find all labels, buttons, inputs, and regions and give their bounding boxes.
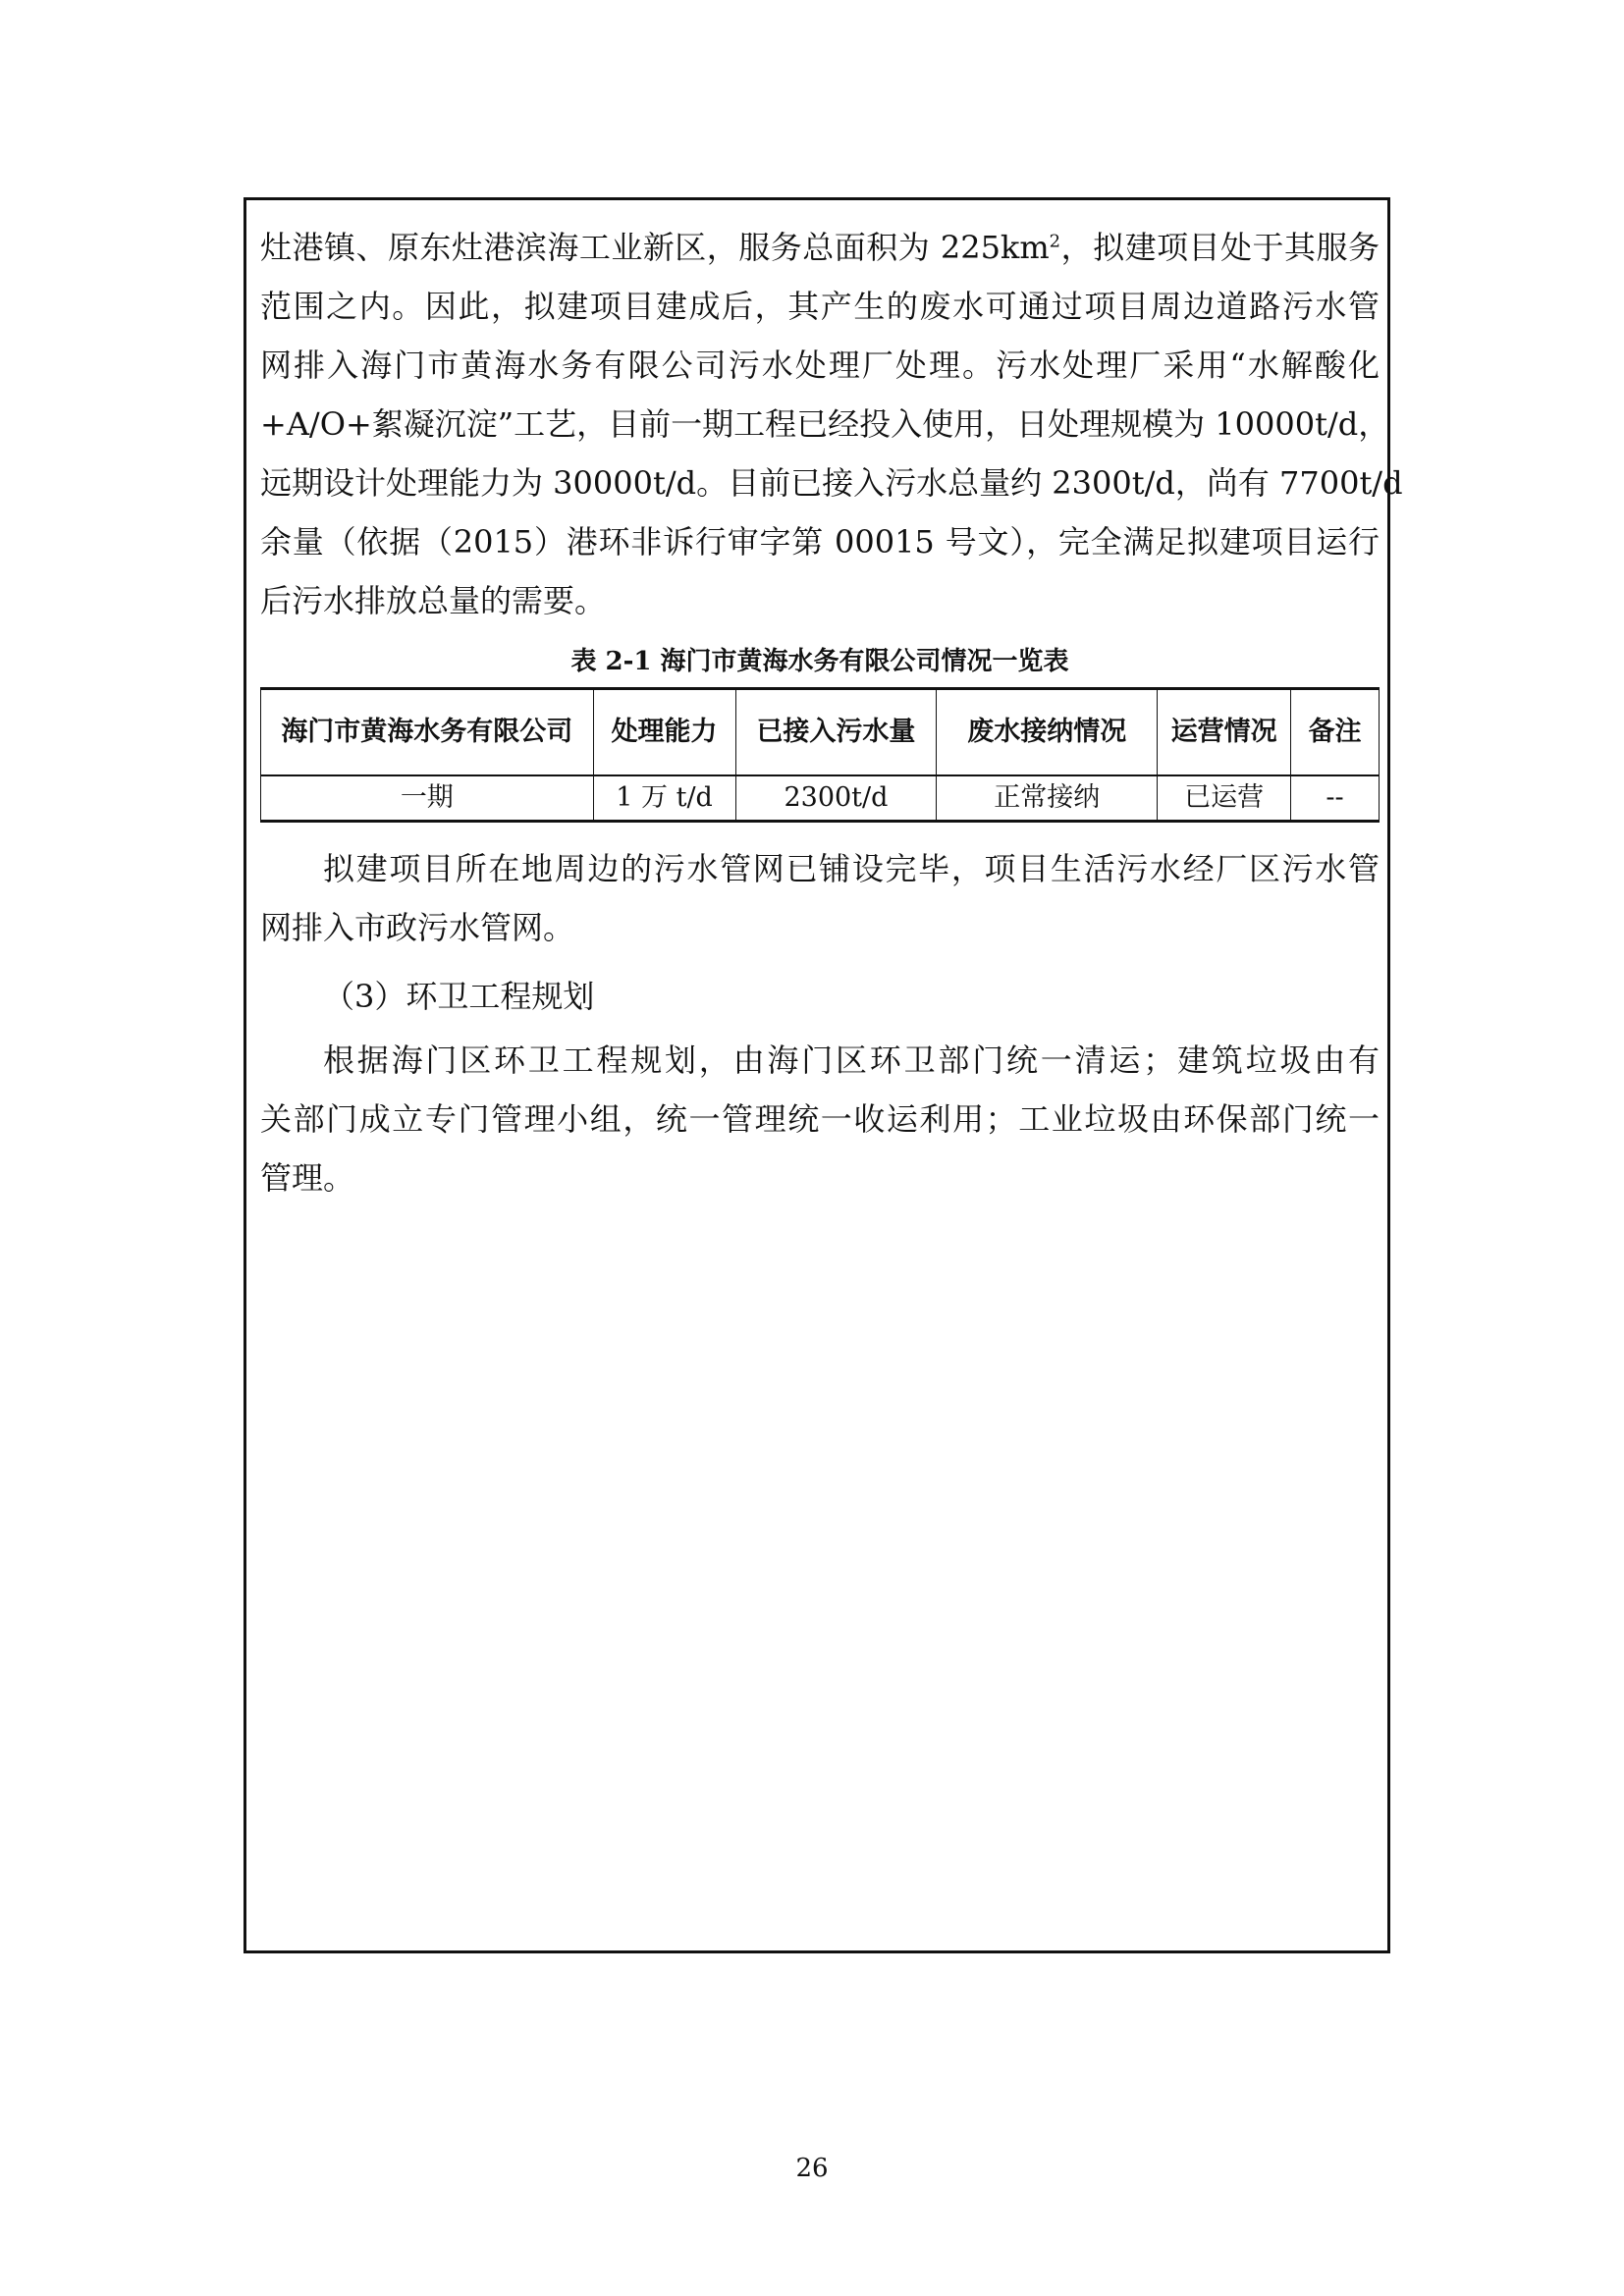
section-heading: （3）环卫工程规划 — [323, 978, 595, 1015]
cell-phase: 一期 — [261, 775, 594, 822]
table-caption: 表 2-1 海门市黄海水务有限公司情况一览表 — [570, 647, 1069, 676]
superscript: 2 — [1049, 231, 1061, 252]
header-connected-volume: 已接入污水量 — [735, 689, 937, 776]
paragraph-wastewater-service — [260, 218, 1403, 630]
table-header-row — [261, 689, 1380, 776]
text-line: 拟建项目所在地周边的污水管网已铺设完毕，项目生活污水经厂区污水管 — [323, 850, 1380, 887]
text-line: 根据海门区环卫工程规划，由海门区环卫部门统一清运；建筑垃圾由有 — [323, 1041, 1380, 1079]
header-acceptance: 废水接纳情况 — [937, 689, 1158, 776]
text-line: 余量（依据（2015）港环非诉行审字第 00015 号文），完全满足拟建项目运行 — [260, 523, 1380, 561]
text-line: 关部门成立专门管理小组，统一管理统一收运利用；工业垃圾由环保部门统一 — [260, 1100, 1380, 1138]
paragraph-sanitation — [260, 1031, 1380, 1207]
cell-acceptance: 正常接纳 — [937, 775, 1158, 822]
text-line: 网排入市政污水管网。 — [260, 909, 575, 946]
cell-remarks: -- — [1291, 775, 1380, 822]
cell-connected-volume: 2300t/d — [735, 775, 937, 822]
header-remarks: 备注 — [1291, 689, 1380, 776]
water-company-table — [260, 687, 1380, 823]
cell-operation: 已运营 — [1158, 775, 1291, 822]
cell-capacity: 1 万 t/d — [593, 775, 735, 822]
table-row — [261, 775, 1380, 822]
header-operation: 运营情况 — [1158, 689, 1291, 776]
text-line: 灶港镇、原东灶港滨海工业新区，服务总面积为 $225km^2$，拟建项目处于其服务 — [260, 229, 1380, 266]
text-line: 远期设计处理能力为 30000t/d。目前已接入污水总量约 2300t/d，尚有 7700t/d — [260, 464, 1403, 502]
text-line: 范围之内。因此，拟建项目建成后，其产生的废水可通过项目周边道路污水管 — [260, 288, 1380, 325]
text-line: 网排入海门市黄海水务有限公司污水处理厂处理。污水处理厂采用“水解酸化 — [260, 347, 1380, 384]
paragraph-sewer-network — [260, 839, 1380, 957]
header-capacity: 处理能力 — [593, 689, 735, 776]
header-company: 海门市黄海水务有限公司 — [261, 689, 594, 776]
text-line: +A/O+絮凝沉淀”工艺，目前一期工程已经投入使用，日处理规模为 10000t/d， — [260, 405, 1390, 443]
text-line: 管理。 — [260, 1159, 355, 1197]
page-number: 26 — [795, 2154, 829, 2183]
text-line: 后污水排放总量的需要。 — [260, 582, 607, 619]
